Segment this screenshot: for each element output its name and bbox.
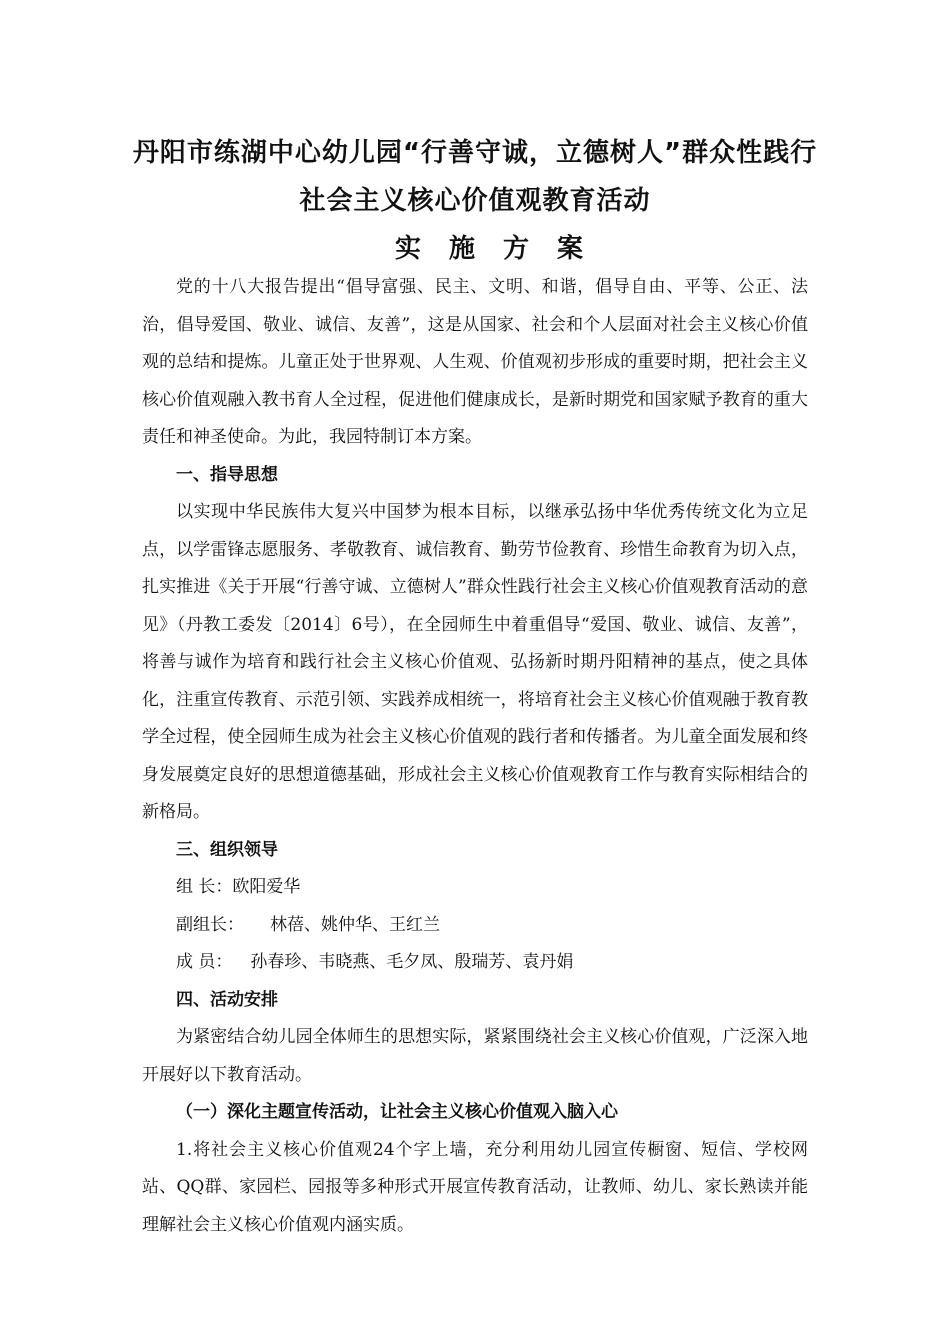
- member-names: 欧阳爱华: [232, 877, 301, 897]
- member-role: 组 长：: [176, 877, 233, 897]
- section-heading-guiding-ideology: 一、指导思想: [176, 464, 278, 485]
- intro-paragraph: 党的十八大报告提出“倡导富强、民主、文明、和谐，倡导自由、平等、公正、法治，倡导爱国、敬业、诚信、友善”，这是从国家、社会和个人层面对社会主义核心价值观的总结和提炼。儿童正处于世界观、人生观、价值观初步形成的重要时期，把社会主义核心价值观融入教书育人全过程，促进他们健康成长，是新时期党和国家赋予教育的重大责任和神圣使命。为此，我园特制订本方案。: [142, 277, 808, 447]
- title-line-3: 实施方案: [394, 234, 611, 264]
- document-body: [142, 269, 808, 1244]
- guiding-ideology-paragraph: 以实现中华民族伟大复兴中国梦为根本目标，以继承弘扬中华优秀传统文化为立足点，以学雷锋志愿服务、孝敬教育、诚信教育、勤劳节俭教育、珍惜生命教育为切入点，扎实推进《关于开展“行善守诚、立德树人”群众性践行社会主义核心价值观教育活动的意见》（丹教工委发〔2014〕6号），在全园师生中着重倡导“爱国、敬业、诚信、友善”，将善与诚作为培育和践行社会主义核心价值观、弘扬新时期丹阳精神的基点，使之具体化，注重宣传教育、示范引领、实践养成相统一，将培育社会主义核心价值观融于教育教学全过程，使全园师生成为社会主义核心价值观的践行者和传播者。为儿童全面发展和终身发展奠定良好的思想道德基础，形成社会主义核心价值观教育工作与教育实际相结合的新格局。: [142, 502, 808, 822]
- publicity-item-1: 1.将社会主义核心价值观24个字上墙，充分利用幼儿园宣传橱窗、短信、学校网站、QQ群、家园栏、园报等多种形式开展宣传教育活动，让教师、幼儿、家长熟读并能理解社会主义核心价值观内涵实质。: [142, 1139, 808, 1235]
- activities-paragraph: 为紧密结合幼儿园全体师生的思想实际，紧紧围绕社会主义核心价值观，广泛深入地开展好以下教育活动。: [142, 1027, 808, 1085]
- title-line-2: 社会主义核心价值观教育活动: [299, 186, 651, 216]
- member-row-deputy: [142, 907, 808, 945]
- subsection-heading-publicity: （一）深化主题宣传活动，让社会主义核心价值观入脑入心: [176, 1102, 618, 1122]
- member-names: 林蓓、姚仲华、王红兰: [270, 914, 440, 935]
- title-line-1: 丹阳市练湖中心幼儿园“行善守诚，立德树人”群众性践行: [132, 138, 818, 168]
- member-names: 孙春珍、韦晓燕、毛夕凤、殷瑞芳、袁丹娟: [250, 952, 574, 972]
- member-row-leader: [142, 869, 808, 907]
- section-heading-activities: 四、活动安排: [176, 989, 278, 1010]
- member-role: 成 员：: [176, 952, 233, 972]
- member-role: 副组长：: [176, 914, 244, 935]
- member-row-members: [142, 944, 808, 982]
- section-heading-organization: 三、组织领导: [176, 839, 278, 860]
